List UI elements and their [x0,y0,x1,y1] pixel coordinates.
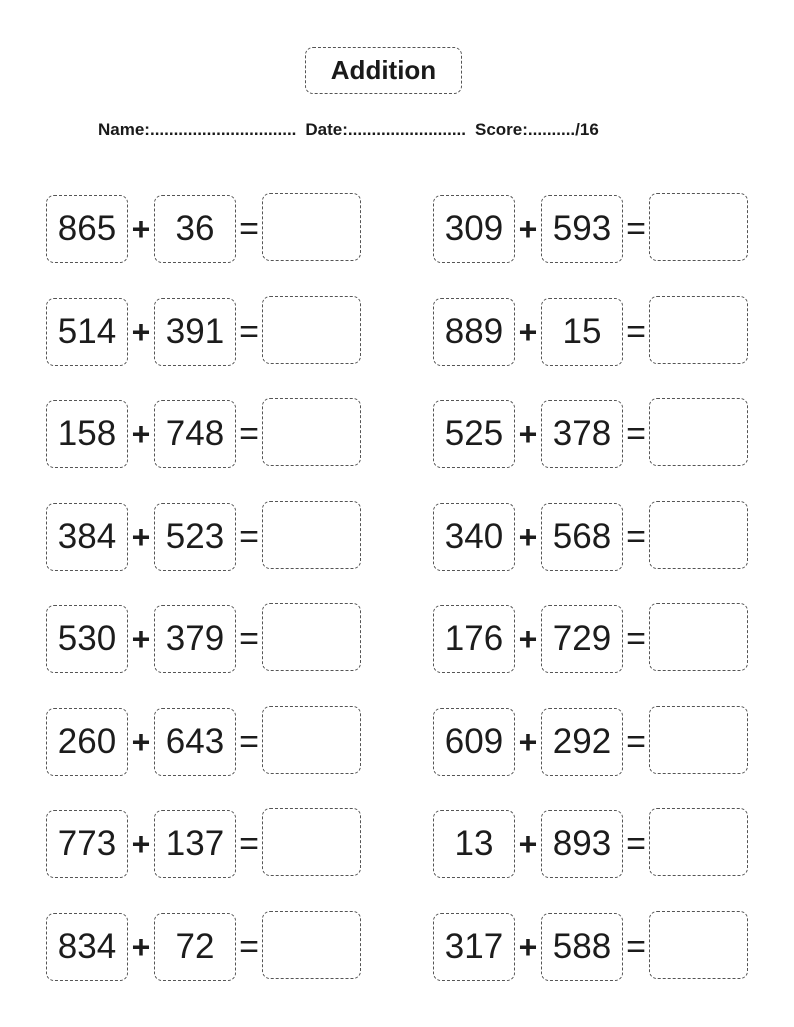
first-addend: 773 [46,810,128,878]
plus-sign: + [131,825,151,862]
answer-box[interactable] [262,706,361,774]
addition-problem [46,193,362,265]
name-blank[interactable]: ............................... [149,120,297,139]
first-addend: 889 [433,298,515,366]
answer-box[interactable] [649,911,748,979]
second-addend: 523 [154,503,236,571]
second-addend: 568 [541,503,623,571]
answer-box[interactable] [649,706,748,774]
plus-sign: + [131,620,151,657]
second-addend: 379 [154,605,236,673]
first-addend: 609 [433,708,515,776]
plus-sign: + [518,518,538,555]
equals-sign: = [626,414,646,453]
first-addend: 260 [46,708,128,776]
equals-sign: = [239,312,259,351]
answer-box[interactable] [262,808,361,876]
plus-sign: + [131,928,151,965]
answer-box[interactable] [649,193,748,261]
first-addend: 865 [46,195,128,263]
plus-sign: + [518,825,538,862]
second-addend: 15 [541,298,623,366]
date-blank[interactable]: ......................... [347,120,466,139]
second-addend: 893 [541,810,623,878]
plus-sign: + [131,518,151,555]
first-addend: 158 [46,400,128,468]
second-addend: 378 [541,400,623,468]
first-addend: 834 [46,913,128,981]
second-addend: 292 [541,708,623,776]
answer-box[interactable] [262,501,361,569]
addition-problem [433,193,749,265]
plus-sign: + [518,620,538,657]
equals-sign: = [626,517,646,556]
equals-sign: = [626,312,646,351]
answer-box[interactable] [649,501,748,569]
student-info-line [98,120,718,140]
addition-problem [46,706,362,778]
equals-sign: = [239,824,259,863]
addition-problem [433,808,749,880]
second-addend: 137 [154,810,236,878]
second-addend: 588 [541,913,623,981]
addition-problem [433,296,749,368]
plus-sign: + [518,210,538,247]
second-addend: 643 [154,708,236,776]
score-blank[interactable]: .......... [527,120,576,139]
equals-sign: = [626,209,646,248]
equals-sign: = [626,619,646,658]
equals-sign: = [626,824,646,863]
first-addend: 530 [46,605,128,673]
second-addend: 36 [154,195,236,263]
equals-sign: = [239,517,259,556]
answer-box[interactable] [262,193,361,261]
second-addend: 593 [541,195,623,263]
addition-problem [46,808,362,880]
addition-problem [46,501,362,573]
second-addend: 748 [154,400,236,468]
score-total: /16 [575,120,599,139]
addition-problem [433,603,749,675]
answer-box[interactable] [649,808,748,876]
first-addend: 514 [46,298,128,366]
equals-sign: = [626,927,646,966]
second-addend: 391 [154,298,236,366]
addition-problem [433,911,749,983]
first-addend: 340 [433,503,515,571]
first-addend: 525 [433,400,515,468]
plus-sign: + [131,210,151,247]
equals-sign: = [239,722,259,761]
addition-problem [433,706,749,778]
plus-sign: + [518,415,538,452]
date-label: Date: [305,120,348,139]
answer-box[interactable] [262,911,361,979]
addition-problem [46,398,362,470]
equals-sign: = [626,722,646,761]
second-addend: 729 [541,605,623,673]
score-label: Score: [475,120,528,139]
addition-problem [46,911,362,983]
answer-box[interactable] [262,603,361,671]
first-addend: 384 [46,503,128,571]
first-addend: 317 [433,913,515,981]
addition-problem [46,603,362,675]
answer-box[interactable] [649,398,748,466]
answer-box[interactable] [262,398,361,466]
second-addend: 72 [154,913,236,981]
worksheet-title: Addition [305,47,462,94]
equals-sign: = [239,619,259,658]
plus-sign: + [518,313,538,350]
addition-problem [46,296,362,368]
name-label: Name: [98,120,150,139]
answer-box[interactable] [262,296,361,364]
first-addend: 309 [433,195,515,263]
plus-sign: + [131,313,151,350]
addition-problem [433,501,749,573]
addition-problem [433,398,749,470]
plus-sign: + [518,928,538,965]
equals-sign: = [239,414,259,453]
first-addend: 176 [433,605,515,673]
equals-sign: = [239,209,259,248]
equals-sign: = [239,927,259,966]
plus-sign: + [131,415,151,452]
answer-box[interactable] [649,296,748,364]
first-addend: 13 [433,810,515,878]
plus-sign: + [131,723,151,760]
answer-box[interactable] [649,603,748,671]
plus-sign: + [518,723,538,760]
